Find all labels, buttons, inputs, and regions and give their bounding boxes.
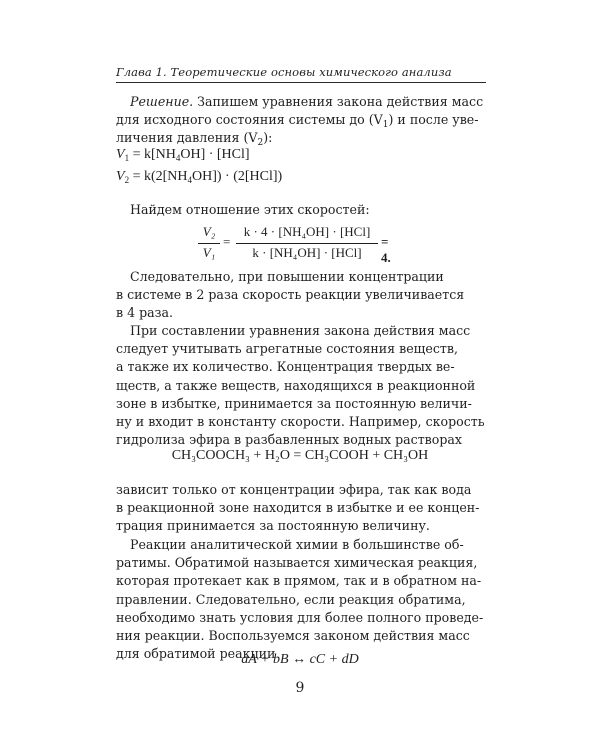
ester-paragraph: зависит только от концентрации эфира, так как вода в реакционной зоне находится в избытке и ее концен- трация принимается за постоянную величину.	[116, 482, 480, 534]
ratio-left-bar	[198, 243, 220, 244]
ratio-left-numerator: V₂	[202, 224, 216, 239]
ratio-result: = 4.	[381, 234, 391, 265]
states-paragraph: При составлении уравнения закона действия масс следует учитывать агрегатные состояния веществ, а также их количество. Концентрация твердых ве- ществ, а также веществ, находящихся в реакционной зоне в избытке, принимается за постоянную величи- ну и входит в константу скорости. Например, скорость гидролиза эфира в разбавленных водных растворах	[116, 323, 485, 448]
conclusion-paragraph: Следовательно, при повышении концентрации в системе в 2 раза скорость реакции увеличивается в 4 раза.	[116, 269, 465, 321]
text-line: ):	[263, 130, 273, 146]
running-header: Глава 1. Теоретические основы химического анализа	[116, 65, 452, 79]
text-line: личения давления (V	[116, 130, 258, 146]
solution-label: Решение	[130, 94, 190, 109]
text-line: . Запишем уравнения закона действия масс	[189, 94, 484, 109]
text-line: для исходного состояния системы до (V	[116, 112, 383, 128]
page-number: 9	[295, 680, 305, 696]
header-rule	[116, 82, 486, 83]
ratio-formula	[198, 222, 398, 266]
equals-sign: =	[223, 234, 231, 249]
reversible-paragraph: Реакции аналитической химии в большинстве об- ратимы. Обратимой называется химическая реакция, которая протекает как в прямом, так и в обратном на- правлении. Следовательно, если реакция обратима, необходимо знать условия для более полного проведе- ния реакции. Воспользуемся законом действия масс для обратимой реакции	[116, 537, 484, 662]
ratio-right-denominator: k · [NH₄OH] · [HCl]	[252, 245, 362, 260]
reversible-equation: aA + bB ↔ cC + dD	[241, 652, 359, 667]
hydrolysis-equation: CH₃COOCH₃ + H₂O = CH₃COOH + CH₃OH	[171, 448, 429, 463]
equation-v1: $V_1 = k[NH_4OH] \cdot [HCl]$	[116, 147, 250, 163]
equation-v2: $V_2 = k(2[NH_4OH]) \cdot (2[HCl])$	[116, 169, 283, 185]
ratio-right-numerator: k · 4 · [NH₄OH] · [HCl]	[243, 224, 371, 239]
ratio-left-denominator: V₁	[202, 245, 216, 260]
ratio-right-bar	[236, 243, 378, 244]
solution-paragraph: Решение. Запишем уравнения закона действия масс для исходного состояния системы до $(V_1)$ и после уве- личения давления $(V_2)$:	[116, 94, 484, 149]
text-line: ) и после уве-	[388, 112, 479, 128]
ratio-intro: Найдем отношение этих скоростей:	[130, 202, 370, 217]
